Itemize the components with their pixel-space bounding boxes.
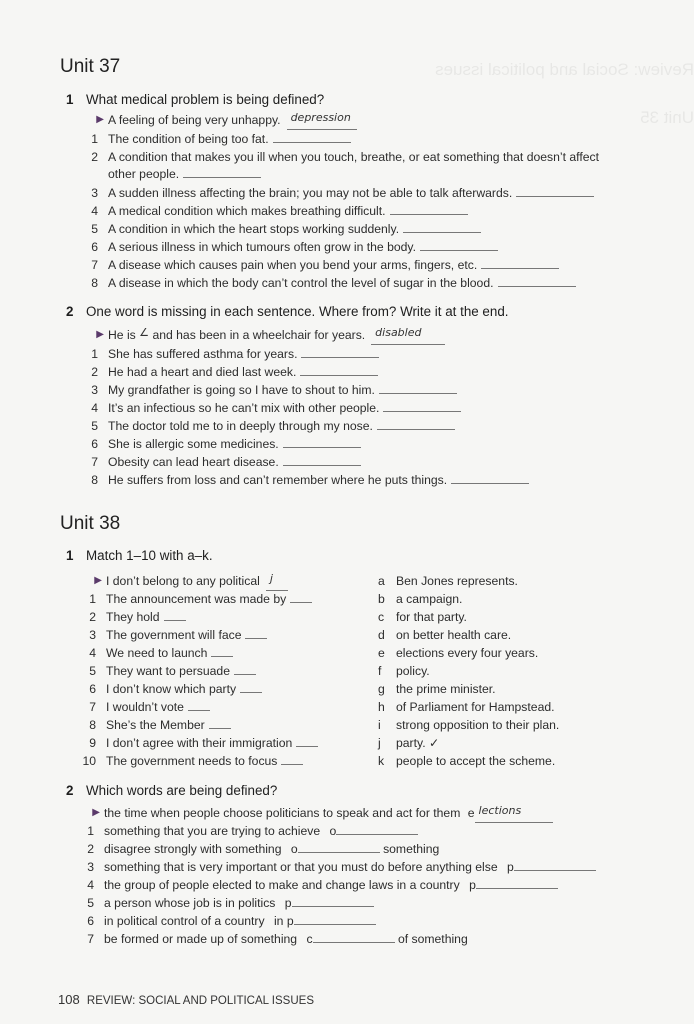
example-answer: lections <box>475 805 553 823</box>
example-answer: disabled <box>371 327 445 345</box>
unit38-q2-heading: 2 Which words are being defined? <box>66 783 278 798</box>
answer-blank[interactable] <box>296 735 318 747</box>
answer-blank[interactable] <box>301 346 379 358</box>
match-right-item: b a campaign. <box>378 592 463 606</box>
answer-blank[interactable] <box>377 418 455 430</box>
question-number: 1 <box>66 92 74 107</box>
arrow-right-icon: ▶ <box>94 575 102 586</box>
match-right-item: k people to accept the scheme. <box>378 754 556 768</box>
insertion-mark-icon: ∠ <box>139 326 150 339</box>
example-answer: j <box>266 573 288 591</box>
answer-blank[interactable] <box>290 591 312 603</box>
answer-blank[interactable] <box>403 221 481 233</box>
unit38-q1-heading: 1 Match 1–10 with a–k. <box>66 548 213 563</box>
example-text: A feeling of being very unhappy. <box>108 113 281 127</box>
match-right-item: h of Parliament for Hampstead. <box>378 700 555 714</box>
answer-blank[interactable] <box>420 239 498 251</box>
answer-blank[interactable] <box>292 895 374 907</box>
answer-blank[interactable] <box>234 663 256 675</box>
answer-blank[interactable] <box>336 823 418 835</box>
answer-blank[interactable] <box>514 859 596 871</box>
answer-blank[interactable] <box>313 931 395 943</box>
answer-blank[interactable] <box>240 681 262 693</box>
answer-blank[interactable] <box>294 913 376 925</box>
answer-blank[interactable] <box>183 166 261 178</box>
match-right-item: f policy. <box>378 664 430 678</box>
answer-blank[interactable] <box>273 131 351 143</box>
question-text: What medical problem is being defined? <box>86 92 325 107</box>
answer-blank[interactable] <box>188 699 210 711</box>
answer-blank[interactable] <box>516 185 594 197</box>
example-answer: depression <box>287 112 357 130</box>
answer-blank[interactable] <box>164 609 186 621</box>
bleed-through-unit: Unit 35 <box>640 108 694 127</box>
answer-blank[interactable] <box>245 627 267 639</box>
answer-blank[interactable] <box>476 877 558 889</box>
match-right-item: j party. ✓ <box>378 736 440 750</box>
answer-blank[interactable] <box>298 841 380 853</box>
answer-blank[interactable] <box>281 753 303 765</box>
match-right-item: i strong opposition to their plan. <box>378 718 560 732</box>
answer-blank[interactable] <box>283 454 361 466</box>
unit37-q1-heading <box>66 92 324 107</box>
arrow-right-icon: ▶ <box>96 114 104 125</box>
answer-blank[interactable] <box>283 436 361 448</box>
unit-38-title: Unit 38 <box>60 513 121 534</box>
arrow-right-icon: ▶ <box>92 807 100 818</box>
list-item-continuation: other people. <box>108 166 261 182</box>
answer-blank[interactable] <box>481 257 559 269</box>
answer-blank[interactable] <box>390 203 468 215</box>
answer-blank[interactable] <box>211 645 233 657</box>
match-right-item: g the prime minister. <box>378 682 496 696</box>
bleed-through-heading: Review: Social and political issues <box>435 60 694 79</box>
answer-blank[interactable] <box>451 472 529 484</box>
page-footer <box>58 992 314 1007</box>
match-right-item: a Ben Jones represents. <box>378 574 518 588</box>
unit37-q2-heading: 2 One word is missing in each sentence. Where from? Write it at the end. <box>66 304 509 319</box>
match-right-item: d on better health care. <box>378 628 512 642</box>
answer-blank[interactable] <box>383 400 461 412</box>
arrow-right-icon: ▶ <box>96 329 104 340</box>
unit-37-title: Unit 37 <box>60 56 121 77</box>
answer-blank[interactable] <box>379 382 457 394</box>
answer-blank[interactable] <box>209 717 231 729</box>
page-number: 108 <box>58 992 80 1007</box>
footer-section-title: REVIEW: SOCIAL AND POLITICAL ISSUES <box>86 995 314 1007</box>
answer-blank[interactable] <box>300 364 378 376</box>
match-right-item: e elections every four years. <box>378 646 539 660</box>
answer-blank[interactable] <box>498 275 576 287</box>
match-right-item: c for that party. <box>378 610 467 624</box>
